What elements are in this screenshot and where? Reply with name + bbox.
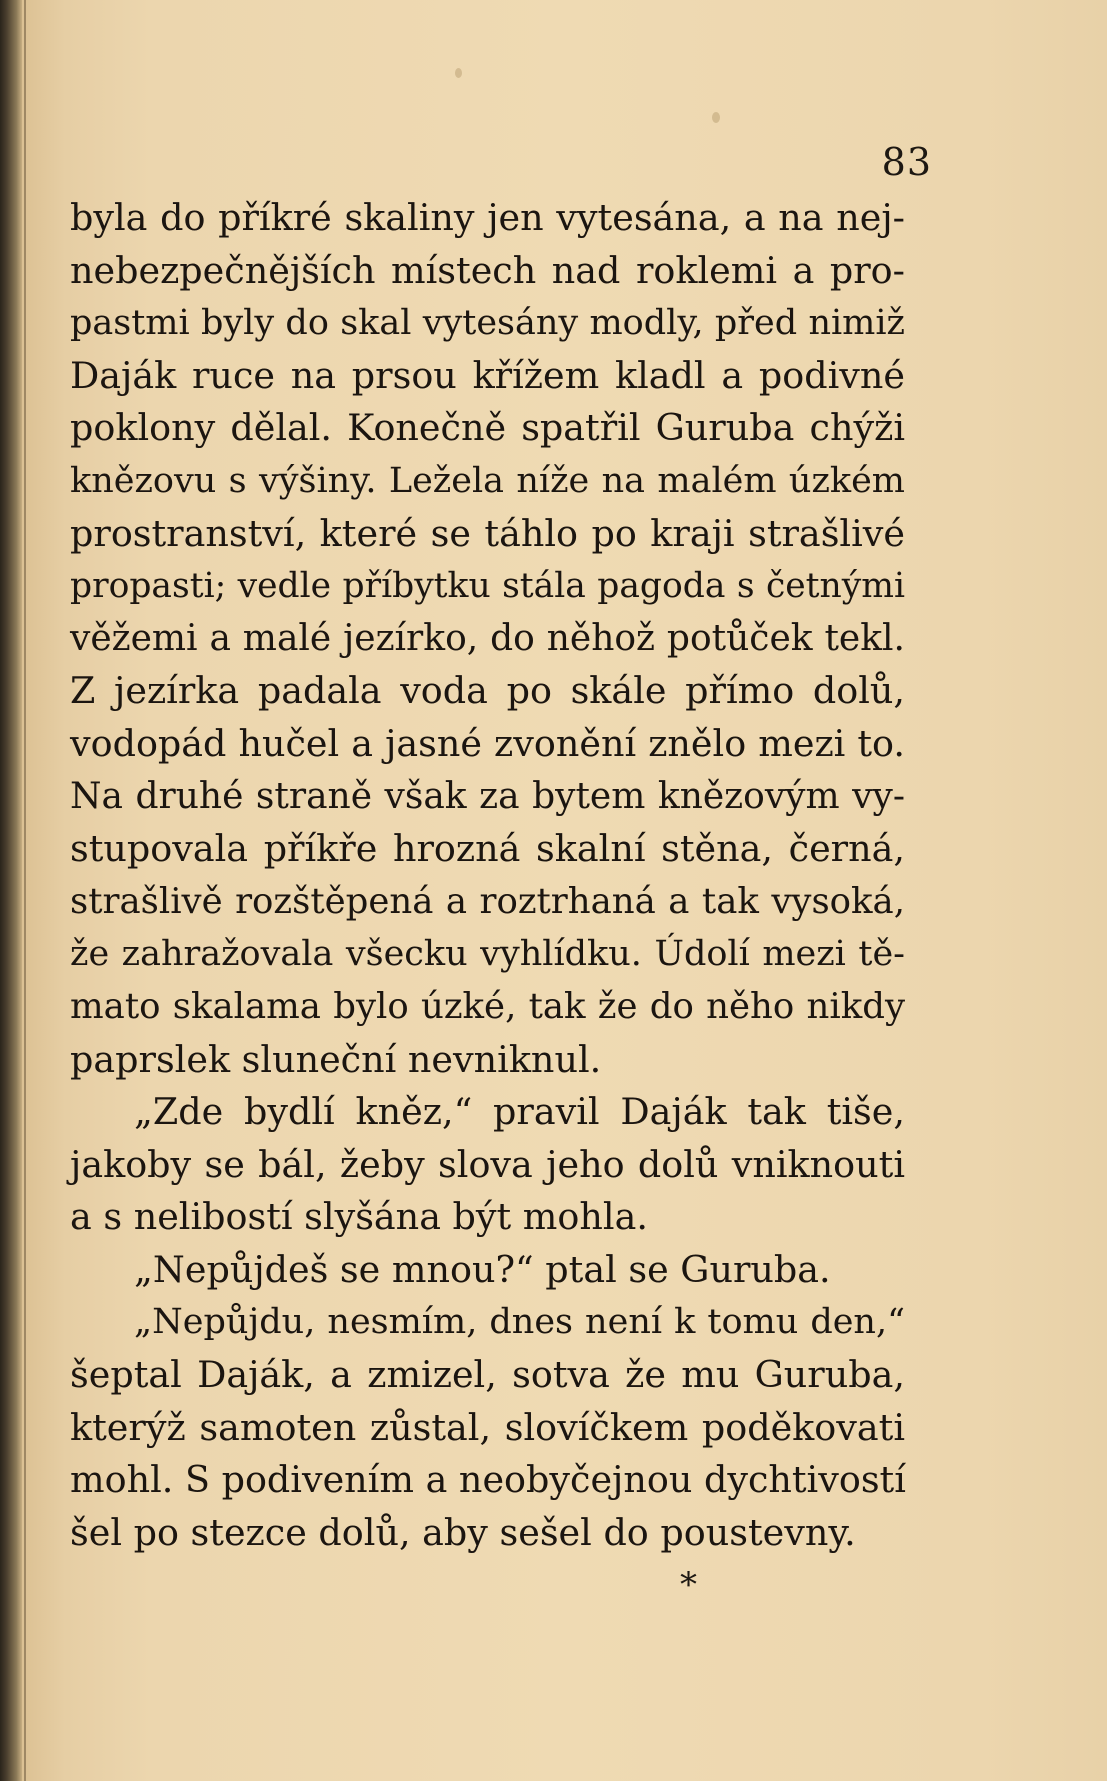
text-line: poklony dělal. Konečně spatřil Guruba chýži: [70, 406, 905, 450]
text-line: „Nepůjdu, nesmím, dnes není k tomu den,“: [134, 1302, 905, 1343]
text-line: stupovala příkře hrozná skalní stěna, černá,: [70, 827, 905, 871]
text-line: nebezpečnějších místech nad roklemi a pro-: [70, 248, 905, 292]
body-text: [70, 192, 905, 1559]
text-line: strašlivě rozštěpená a roztrhaná a tak vysoká,: [70, 880, 905, 922]
text-line: knězovu s výšiny. Ležela níže na malém úzkém: [70, 460, 905, 501]
text-line: a s nelibostí slyšána být mohla.: [70, 1195, 648, 1239]
text-line: prostranství, které se táhlo po kraji strašlivé: [70, 511, 905, 555]
text-line: jakoby se bál, žeby slova jeho dolů vniknouti: [70, 1142, 905, 1186]
text-line: paprslek sluneční nevniknul.: [70, 1037, 602, 1081]
text-line: „Nepůjdeš se mnou?“ ptal se Guruba.: [134, 1247, 831, 1291]
text-line: mato skalama bylo úzké, tak že do něho nikdy: [70, 985, 905, 1027]
text-line: „Zde bydlí kněz,“ pravil Daják tak tiše,: [134, 1090, 905, 1134]
text-line: šel po stezce dolů, aby sešel do poustevny.: [70, 1510, 856, 1554]
text-line: kterýž samoten zůstal, slovíčkem poděkovati: [70, 1405, 905, 1449]
book-spine-shadow: [0, 0, 22, 1781]
text-line: že zahražovala všecku vyhlídku. Údolí mezi tě-: [70, 934, 905, 975]
section-separator: *: [680, 1565, 697, 1605]
text-line: Na druhé straně však za bytem knězovým vy-: [70, 775, 905, 817]
text-line: mohl. S podivením a neobyčejnou dychtivostí: [70, 1458, 906, 1502]
page-number: 83: [881, 140, 932, 184]
text-line: propasti; vedle příbytku stála pagoda s četnými: [70, 566, 905, 607]
paper-speck: [712, 112, 720, 123]
page-gutter-line: [24, 0, 26, 1781]
text-line: vodopád hučel a jasné zvonění znělo mezi to.: [70, 721, 905, 765]
text-line: Z jezírka padala voda po skále přímo dolů,: [70, 669, 905, 713]
text-line: pastmi byly do skal vytesány modly, před nimiž: [70, 303, 905, 344]
text-line: byla do příkré skaliny jen vytesána, a na nej-: [70, 196, 905, 239]
text-line: věžemi a malé jezírko, do něhož potůček tekl.: [70, 617, 905, 659]
paper-speck: [455, 68, 462, 78]
text-line: šeptal Daják, a zmizel, sotva že mu Guruba,: [70, 1353, 905, 1397]
text-line: Daják ruce na prsou křížem kladl a podivné: [70, 353, 905, 397]
